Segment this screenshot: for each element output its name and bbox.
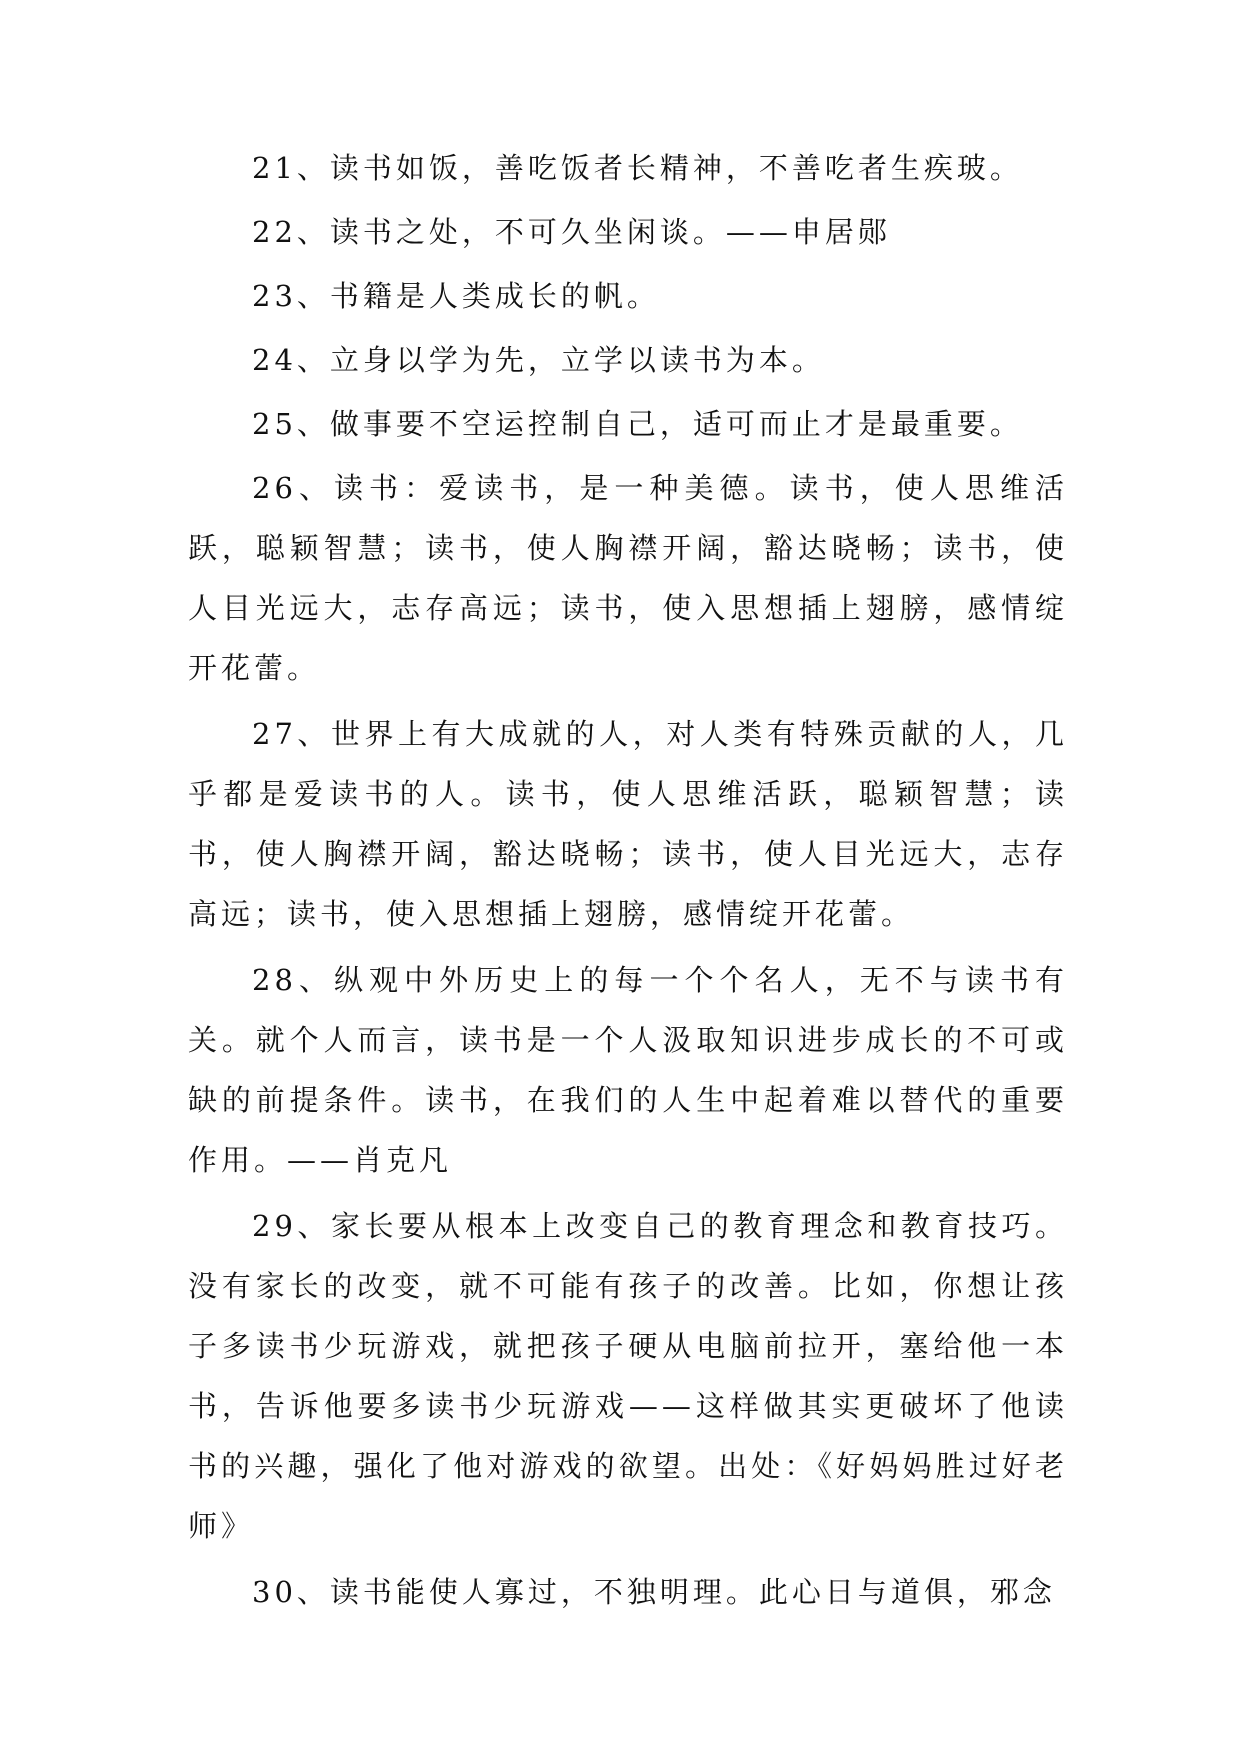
quote-25: 25、做事要不空运控制自己，适可而止才是最重要。	[252, 407, 1023, 441]
quote-24: 24、立身以学为先，立学以读书为本。	[252, 343, 825, 377]
quote-22: 22、读书之处，不可久坐闲谈。——申居郧	[252, 215, 891, 249]
quote-26: 26、读书：爱读书，是一种美德。读书，使人思维活跃，聪颖智慧；读书，使人胸襟开阔，豁达晓畅；读书，使人目光远大，志存高远；读书，使入思想插上翅膀，感情绽开花蕾。	[188, 471, 1068, 685]
quote-21: 21、读书如饭，善吃饭者长精神，不善吃者生疾玻。	[252, 151, 1023, 185]
quote-29: 29、家长要从根本上改变自己的教育理念和教育技巧。没有家长的改变，就不可能有孩子的改善。比如，你想让孩子多读书少玩游戏，就把孩子硬从电脑前拉开，塞给他一本书，告诉他要多读书少玩游戏——这样做其实更破坏了他读书的兴趣，强化了他对游戏的欲望。出处：《好妈妈胜过好老师》	[188, 1209, 1068, 1543]
quote-27: 27、世界上有大成就的人，对人类有特殊贡献的人，几乎都是爱读书的人。读书，使人思维活跃，聪颖智慧；读书，使人胸襟开阔，豁达晓畅；读书，使人目光远大，志存高远；读书，使入思想插上翅膀，感情绽开花蕾。	[188, 717, 1068, 931]
document-page	[188, 138, 1068, 1628]
quote-23: 23、书籍是人类成长的帆。	[252, 279, 660, 313]
quote-28: 28、纵观中外历史上的每一个个名人，无不与读书有关。就个人而言，读书是一个人汲取知识进步成长的不可或缺的前提条件。读书，在我们的人生中起着难以替代的重要作用。——肖克凡	[188, 963, 1068, 1177]
quote-30: 30、读书能使人寡过，不独明理。此心日与道俱，邪念	[252, 1575, 1056, 1609]
